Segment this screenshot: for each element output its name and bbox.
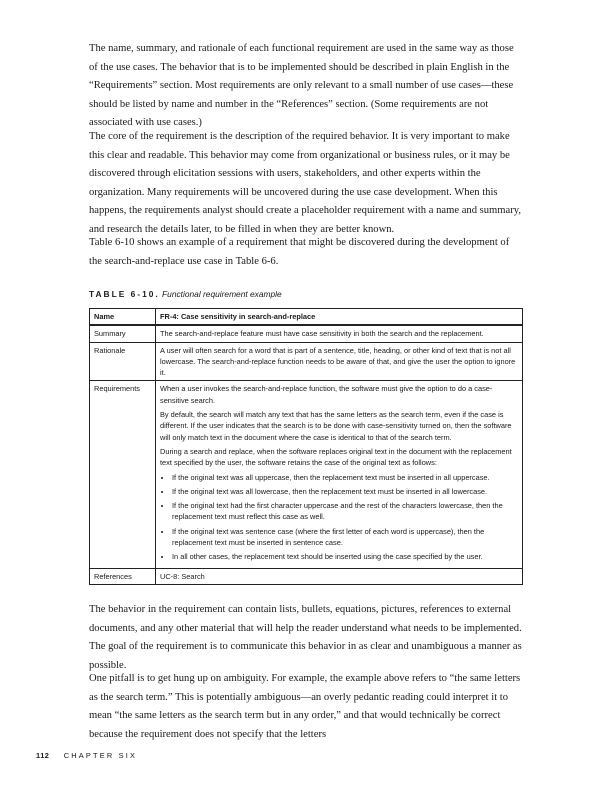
bullet-item: • If the original text was all uppercase, then the replacement text must be inserted in all uppercase.: [172, 472, 518, 483]
name-value: FR-4: Case sensitivity in search-and-replace: [156, 309, 523, 326]
requirements-paragraph-3: During a search and replace, when the software replaces original text in the document with the replacement text specified by the user, the software retains the case of the original text as follows:: [160, 446, 512, 468]
chapter-name: CHAPTER SIX: [63, 751, 138, 760]
requirements-label: Requirements: [90, 381, 156, 568]
rationale-row: [90, 342, 523, 381]
paragraph-3: Table 6-10 shows an example of a requirement that might be discovered during the development of the search-and-replace use case in Table 6-6.: [89, 237, 510, 267]
paragraph-5: One pitfall is to get hung up on ambiguity. For example, the example above refers to “the same letters as the search term.” This is potentially ambiguous—an overly pedantic reading could interpret it to mean “the same letters as the search term but in any order,” and that would technically be correct because the requirement does not specify that the letters: [89, 673, 521, 740]
paragraph-1: The name, summary, and rationale of each functional requirement are used in the same way as those of the use cases. The behavior that is to be implemented should be described in plain English in the “Requirements” section. Most requirements are only relevant to a small number of use cases—these should be listed by name and number in the “References” section. (Some requirements are not associated with use cases.): [89, 43, 514, 128]
bullet-item: • If the original text was sentence case (where the first letter of each word is uppercase), then the replacement text must be inserted in sentence case.: [172, 526, 518, 549]
references-value: UC-8: Search: [156, 568, 523, 584]
references-label: References: [90, 568, 156, 584]
requirements-row: [90, 381, 523, 568]
requirements-value: [156, 381, 523, 568]
table-caption: [89, 289, 523, 299]
references-row: [90, 568, 523, 584]
bullet-item: • If the original text was all lowercase, then the replacement text must be inserted in all lowercase.: [172, 486, 518, 497]
page-number: 112: [36, 751, 50, 760]
table-header-row: [90, 309, 523, 326]
requirements-paragraph-1: When a user invokes the search-and-replace function, the software must give the option to do a case-sensitive search.: [160, 384, 493, 405]
table-caption-text: Functional requirement example: [162, 289, 282, 299]
bullet-item: • In all other cases, the replacement text should be inserted using the case specified by the user.: [172, 551, 518, 562]
paragraph-2: The core of the requirement is the description of the required behavior. It is very important to make this clear and readable. This behavior may come from organizational or business rules, or it may be discovered through elicitation sessions with users, stakeholders, and other experts within the organization. Many requirements will be uncovered during the use case development. When this happens, the requirements analyst should create a placeholder requirement with a name and summary, and research the details later, to be filled in when they are better known.: [89, 131, 522, 235]
summary-label: Summary: [90, 325, 156, 342]
summary-value: The search-and-replace feature must have case sensitivity in both the search and the replacement.: [156, 325, 523, 342]
rationale-label: Rationale: [90, 342, 156, 381]
name-label: Name: [90, 309, 156, 326]
paragraph-4: The behavior in the requirement can contain lists, bullets, equations, pictures, references to external documents, and any other material that will help the reader understand what needs to be implemented. The goal of the requirement is to communicate this behavior in as clear and unambiguous a manner as possible.: [89, 604, 522, 671]
requirements-paragraph-2: By default, the search will match any text that has the same letters as the search term, even if the case is different. If the user indicates that the search is to be done with case-sensitivity turned on, then the software will only match text in the document where the case is identical to that of the search term.: [160, 410, 512, 442]
requirements-bullet-list: [160, 472, 518, 563]
table-caption-label: TABLE 6-10.: [89, 289, 160, 299]
bullet-item: • If the original text had the first character uppercase and the rest of the characters lowercase, then the replacement text must reflect this case as well.: [172, 500, 518, 523]
summary-row: [90, 325, 523, 342]
rationale-value: A user will often search for a word that is part of a sentence, title, heading, or other kind of text that is not all lowercase. The search-and-replace function needs to be aware of that, and give the user the option to ignore it.: [156, 342, 523, 381]
page-footer: [36, 751, 137, 760]
requirement-table: [89, 308, 523, 585]
